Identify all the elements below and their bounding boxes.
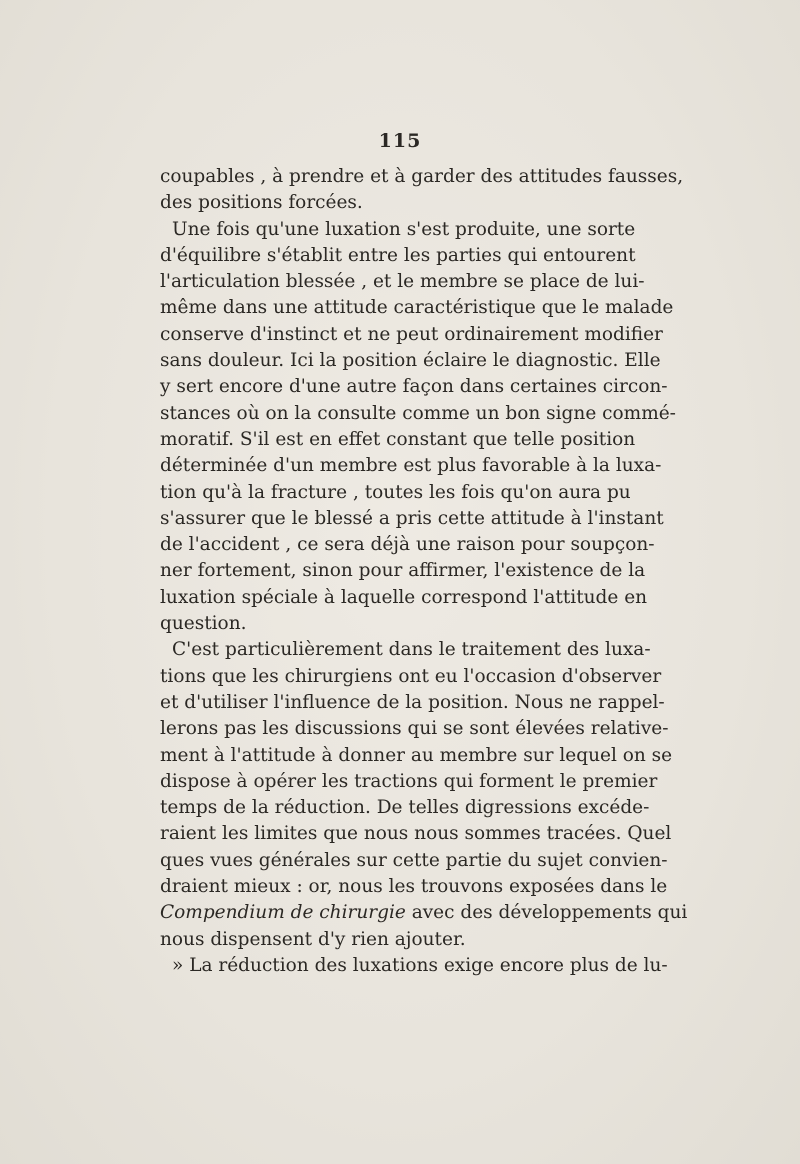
text-line: lerons pas les discussions qui se sont élevées relative-: [160, 718, 669, 740]
text-line: des positions forcées.: [160, 192, 363, 214]
text-line: de l'accident , ce sera déjà une raison pour soupçon-: [160, 534, 655, 556]
text-line: tion qu'à la fracture , toutes les fois qu'on aura pu: [160, 481, 631, 503]
text-line: ner fortement, sinon pour affirmer, l'existence de la: [160, 560, 646, 582]
text-line: ques vues générales sur cette partie du sujet convien-: [160, 849, 668, 871]
text-line: nous dispensent d'y rien ajouter.: [160, 928, 466, 950]
text-line: s'assurer que le blessé a pris cette attitude à l'instant: [160, 507, 664, 529]
text-line: déterminée d'un membre est plus favorable à la luxa-: [160, 455, 662, 477]
text-line: Une fois qu'une luxation s'est produite, une sorte: [172, 218, 636, 240]
text-line: même dans une attitude caractéristique que le malade: [160, 297, 674, 319]
text-line: temps de la réduction. De telles digressions excéde-: [160, 797, 650, 819]
text-line: stances où on la consulte comme un bon signe commé-: [160, 402, 676, 424]
text-line: ment à l'attitude à donner au membre sur lequel on se: [160, 744, 673, 766]
text-line: moratif. S'il est en effet constant que telle position: [160, 428, 636, 450]
text-line: question.: [160, 613, 247, 635]
text-line: tions que les chirurgiens ont eu l'occasion d'observer: [160, 665, 662, 687]
text-line: luxation spéciale à laquelle correspond l'attitude en: [160, 586, 648, 608]
text-line: C'est particulièrement dans le traitement des luxa-: [172, 639, 651, 661]
text-line: » La réduction des luxations exige encore plus de lu-: [172, 954, 668, 976]
text-line: sans douleur. Ici la position éclaire le diagnostic. Elle: [160, 350, 661, 372]
text-line: d'équilibre s'établit entre les parties qui entourent: [160, 244, 636, 266]
text-line: Compendium de chirurgie avec des développements qui: [160, 902, 688, 924]
text-line: et d'utiliser l'influence de la position. Nous ne rappel-: [160, 691, 665, 713]
text-line: draient mieux : or, nous les trouvons exposées dans le: [160, 876, 668, 898]
page-number: 115: [378, 130, 422, 152]
text-line: raient les limites que nous nous sommes tracées. Quel: [160, 823, 672, 845]
text-line: y sert encore d'une autre façon dans certaines circon-: [160, 376, 668, 398]
text-line: conserve d'instinct et ne peut ordinairement modifier: [160, 323, 663, 345]
text-line: l'articulation blessée , et le membre se place de lui-: [160, 271, 645, 293]
text-line: coupables , à prendre et à garder des attitudes fausses,: [160, 166, 684, 187]
body-text: [160, 164, 688, 979]
text-line: dispose à opérer les tractions qui forment le premier: [160, 770, 658, 792]
